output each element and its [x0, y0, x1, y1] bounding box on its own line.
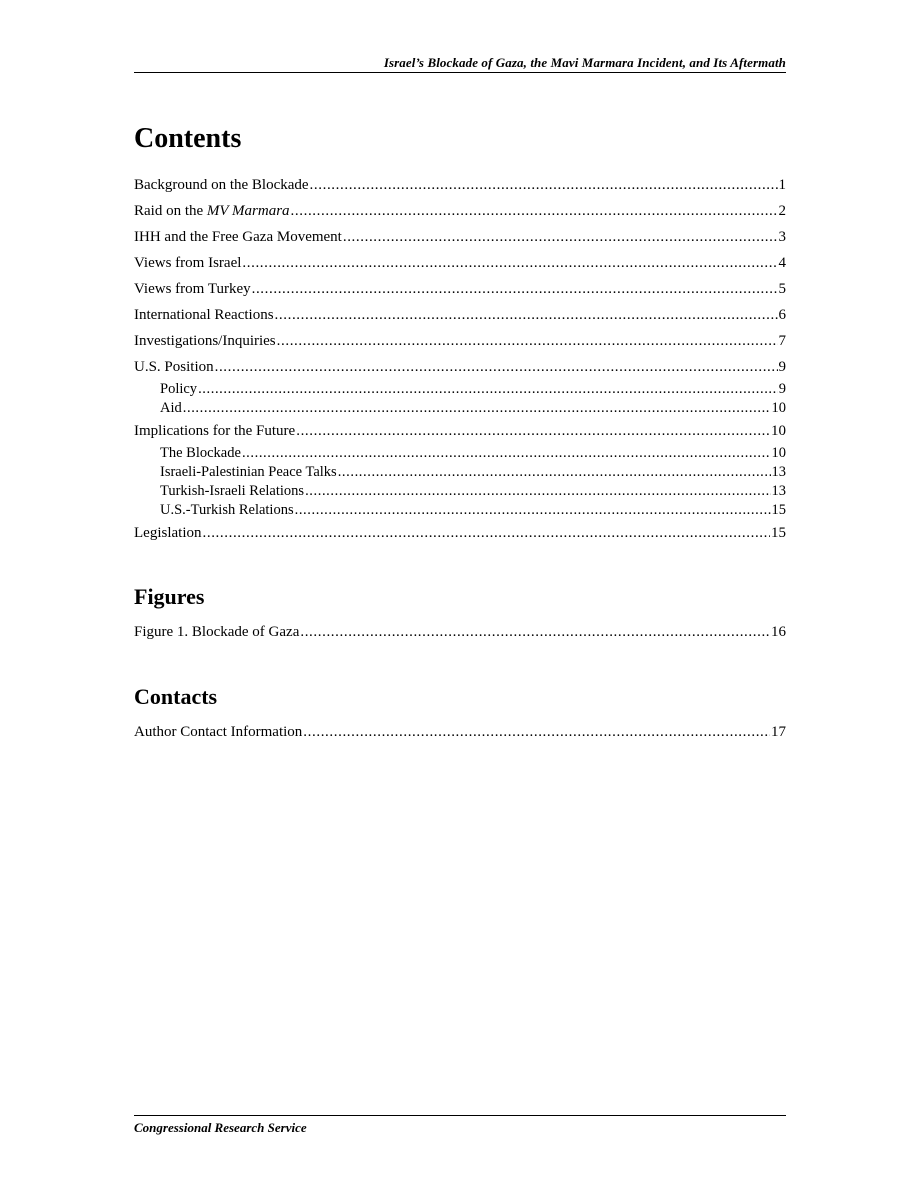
toc-entry-label: Background on the Blockade — [134, 177, 309, 193]
toc-entry-label: Aid — [160, 400, 182, 416]
toc-entry-page: 2 — [778, 203, 786, 219]
toc-entry-page: 13 — [771, 483, 786, 499]
toc-entry[interactable] — [134, 254, 786, 272]
toc-entry-label: Raid on the MV Marmara — [134, 203, 290, 219]
toc-entry-label: The Blockade — [160, 445, 241, 461]
dot-leader — [215, 358, 778, 376]
toc-entry-label: Investigations/Inquiries — [134, 333, 276, 349]
toc-subentry[interactable] — [160, 463, 786, 481]
dot-leader — [203, 524, 771, 542]
dot-leader — [183, 399, 771, 417]
toc-subentry[interactable] — [160, 380, 786, 398]
dot-leader — [295, 501, 771, 519]
toc-subentry[interactable] — [160, 399, 786, 417]
footer-text: Congressional Research Service — [134, 1120, 307, 1135]
toc-entry[interactable] — [134, 280, 786, 298]
header-rule — [134, 72, 786, 73]
toc-entry-label: Policy — [160, 381, 198, 397]
dot-leader — [343, 228, 778, 246]
toc-entry-page: 9 — [778, 359, 786, 375]
toc-entry-page: 10 — [771, 423, 786, 439]
dot-leader — [305, 482, 770, 500]
toc-entry-page: 1 — [778, 177, 786, 193]
toc-entry[interactable] — [134, 422, 786, 440]
toc-subentry[interactable] — [160, 444, 786, 462]
contact-entry-label: Author Contact Information — [134, 724, 303, 740]
toc-entry[interactable] — [134, 358, 786, 376]
dot-leader — [275, 306, 778, 324]
toc-entry[interactable] — [134, 202, 786, 220]
toc-entry-page: 3 — [778, 229, 786, 245]
toc-entry-label: Implications for the Future — [134, 423, 296, 439]
toc-entry-page: 13 — [771, 464, 786, 480]
figure-entry[interactable] — [134, 623, 786, 641]
toc-entry-page: 6 — [778, 307, 786, 323]
toc-entry-label: Israeli-Palestinian Peace Talks — [160, 464, 337, 480]
footer-rule — [134, 1115, 786, 1116]
toc-entry-label: Turkish-Israeli Relations — [160, 483, 305, 499]
dot-leader — [291, 202, 778, 220]
figure-entry-label: Figure 1. Blockade of Gaza — [134, 624, 300, 640]
toc-entry[interactable] — [134, 306, 786, 324]
dot-leader — [198, 380, 778, 398]
toc-entry[interactable] — [134, 176, 786, 194]
toc-subentry[interactable] — [160, 501, 786, 519]
toc-entry-label: IHH and the Free Gaza Movement — [134, 229, 342, 245]
toc-entry-page: 7 — [778, 333, 786, 349]
dot-leader — [296, 422, 770, 440]
toc-entry[interactable] — [134, 524, 786, 542]
toc-entry-page: 10 — [771, 400, 786, 416]
toc-entry-page: 5 — [778, 281, 786, 297]
toc-entry-page: 4 — [778, 255, 786, 271]
dot-leader — [310, 176, 778, 194]
figure-entry-page: 16 — [771, 624, 786, 640]
toc-entry-page: 15 — [771, 502, 786, 518]
figures-heading: Figures — [134, 584, 205, 609]
dot-leader — [242, 254, 777, 272]
contents-heading: Contents — [134, 123, 242, 154]
dot-leader — [252, 280, 778, 298]
toc-entry-page: 10 — [771, 445, 786, 461]
dot-leader — [242, 444, 771, 462]
toc-entry-label: U.S. Position — [134, 359, 214, 375]
toc-entry[interactable] — [134, 332, 786, 350]
dot-leader — [277, 332, 778, 350]
dot-leader — [338, 463, 771, 481]
toc-entry-page: 9 — [778, 381, 786, 397]
toc-entry-label: Views from Israel — [134, 255, 242, 271]
toc-subentry[interactable] — [160, 482, 786, 500]
toc-entry-label: International Reactions — [134, 307, 274, 323]
dot-leader — [300, 623, 770, 641]
toc-entry-label: Views from Turkey — [134, 281, 251, 297]
toc-entry-page: 15 — [771, 525, 786, 541]
dot-leader — [303, 723, 770, 741]
toc-entry-label: Legislation — [134, 525, 202, 541]
toc-entry-label: U.S.-Turkish Relations — [160, 502, 294, 518]
contact-entry[interactable] — [134, 723, 786, 741]
toc-entry[interactable] — [134, 228, 786, 246]
contact-entry-page: 17 — [771, 724, 786, 740]
contacts-heading: Contacts — [134, 684, 218, 709]
running-header: Israel’s Blockade of Gaza, the Mavi Marmara Incident, and Its Aftermath — [383, 55, 786, 70]
